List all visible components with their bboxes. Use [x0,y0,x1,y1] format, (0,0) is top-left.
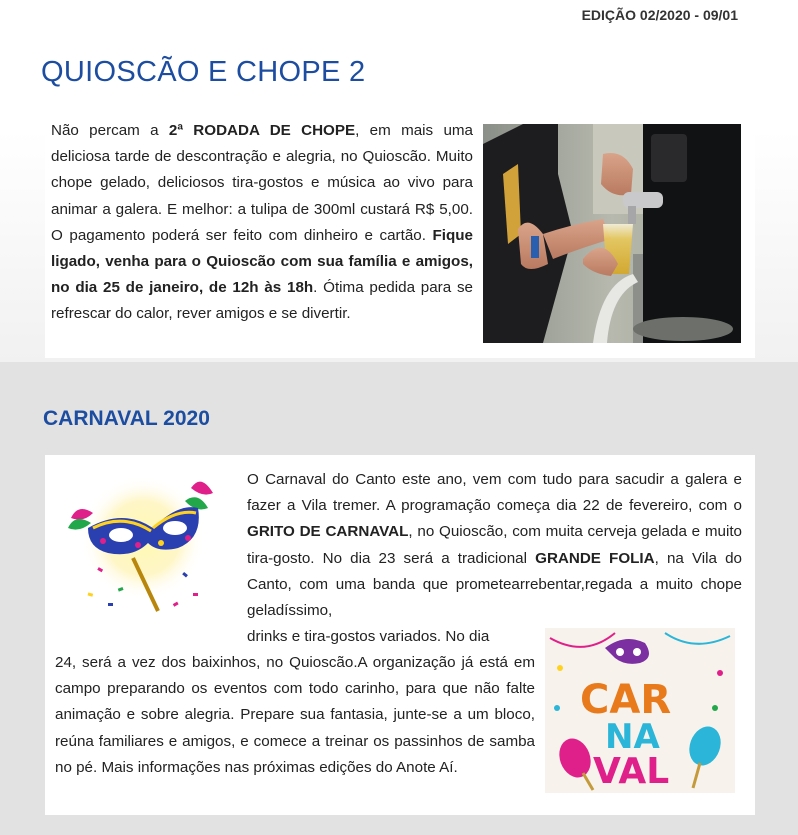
article-body-carnaval-part3: 24, será a vez dos baixinhos, no Quioscão.A organização já está em campo preparando os eventos com todo carinho, para que não falte animação e sobre alegria. Prepare sua fantasia, junte-se a um bloco, reúna familiares e amigos, e comece a treinar os passinhos de samba no pé. Mais informações nas próximas edições do Anote Aí. [55,654,535,776]
article-body-carnaval-part2: drinks e tira-gostos variados. No dia [247,628,490,645]
edition-label: EDIÇÃO 02/2020 - 09/01 [581,7,738,23]
article-body-carnaval-part1: O Carnaval do Canto este ano, vem com tudo para sacudir a galera e fazer a Vila tremer. A programação começa dia 22 de fevereiro, com o GRITO DE CARNAVAL, no Quioscão, com muita cerveja gelada e muito tira-gosto. No dia 23 será a tradicional GRANDE FOLIA, na Vila do Canto, com uma banda que prometearrebentar,regada a muito chope geladíssimo, [247,471,743,620]
carnaval-lettering-image [545,628,735,793]
carnaval-word-na: NA [605,717,660,757]
article-box-chope [45,118,755,358]
carnival-mask-image [63,473,213,618]
article-body-chope: Não percam a 2ª RODADA DE CHOPE, em mais uma deliciosa tarde de descontração e alegria, no Quioscão. Muito chope gelado, deliciosos tira-gostos e música ao vivo para animar a galera. E melhor: a tulipa de 300ml custará R$ 5,00. O pagamento poderá ser feito com dinheiro e cartão. Fique ligado, venha para o Quioscão com sua família e amigos, no dia 25 de janeiro, de 12h às 18h. Ótima pedida para se refrescar do calor, rever amigos e se divertir. [51,122,473,323]
carnaval-word-car: CAR [580,677,672,723]
article-box-carnaval [45,455,755,815]
article-title-quioscao: QUIOSCÃO E CHOPE 2 [41,56,366,88]
chope-tap-photo [483,124,741,343]
carnaval-word-val: VAL [593,751,670,792]
article-title-carnaval: CARNAVAL 2020 [43,407,210,430]
